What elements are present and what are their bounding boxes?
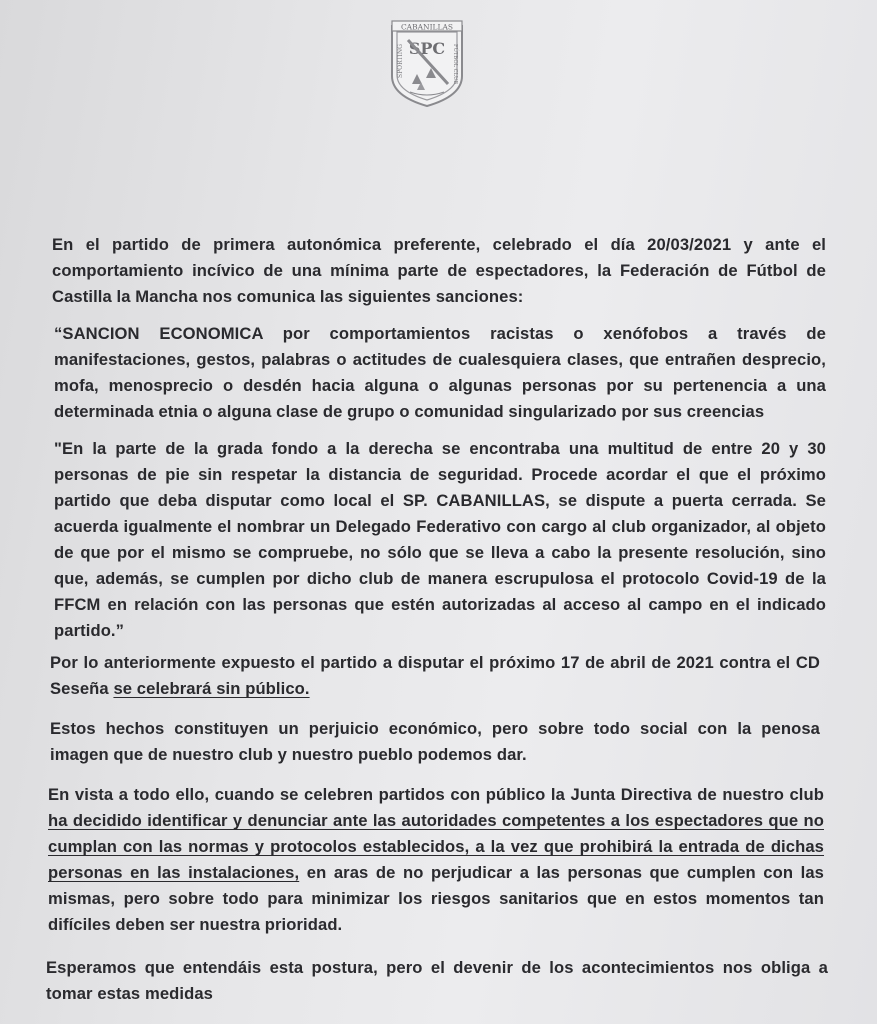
paragraph-economic-sanction: “SANCION ECONOMICA por comportamientos racistas o xenófobos a través de manifestaciones, gestos, palabras o actitudes de cualesquiera clases, que entrañen desprecio, mofa, menosprecio o desdén hacia alguna o algunas personas por su pertenencia a una determinada etnia o alguna clase de grupo o comunidad singularizado por sus creencias [54, 324, 826, 421]
svg-text:FÚTBOL CLUB: FÚTBOL CLUB [452, 44, 458, 85]
board-decision-rest: en aras de no perjudicar a las personas que cumplen con las mismas, pero sobre todo para minimizar los riesgos sanitarios que en estos momentos tan difíciles deben ser nuestra prioridad. [48, 863, 824, 934]
no-public-underlined: se celebrará sin público. [113, 679, 310, 698]
svg-text:CABANILLAS: CABANILLAS [400, 22, 454, 32]
svg-text:SPORTING: SPORTING [397, 44, 404, 78]
board-decision-underlined: ha decidido identificar y denunciar ante las autoridades competentes a los espectadores que no cumplan con las normas y protocolos establecidos, a la vez que prohibirá la entrada de dichas personas en las instalaciones, [48, 811, 824, 882]
paragraph-next-match [50, 650, 820, 702]
svg-text:SPC: SPC [408, 39, 446, 58]
next-match-text: Por lo anteriormente expuesto el partido a disputar el próximo 17 de abril de 2021 contra el CD Seseña [50, 653, 820, 698]
paragraph-closing: Esperamos que entendáis esta postura, pero el devenir de los acontecimientos nos obliga a tomar estas medidas [46, 958, 828, 1003]
paragraph-intro: En el partido de primera autonómica preferente, celebrado el día 20/03/2021 y ante el comportamiento incívico de una mínima parte de espectadores, la Federación de Fútbol de Castilla la Mancha nos comunica las siguientes sanciones: [52, 235, 826, 306]
paragraph-damage: Estos hechos constituyen un perjuicio económico, pero sobre todo social con la penosa imagen que de nuestro club y nuestro pueblo podemos dar. [50, 719, 820, 764]
paragraph-closed-doors-sanction: "En la parte de la grada fondo a la derecha se encontraba una multitud de entre 20 y 30 personas de pie sin respetar la distancia de seguridad. Procede acordar el que el próximo partido que deba disputar como local el SP. CABANILLAS, se dispute a puerta cerrada. Se acuerda igualmente el nombrar un Delegado Federativo con cargo al club organizador, al objeto de que por el mismo se compruebe, no sólo que se lleva a cabo la presente resolución, sino que, además, se cumplen por dicho club de manera escrupulosa el protocolo Covid-19 de la FFCM en relación con las personas que estén autorizadas al acceso al campo en el indicado partido.” [54, 439, 826, 640]
shield-crest-icon [386, 18, 468, 108]
paragraph-board-decision [48, 782, 824, 938]
club-crest-logo [386, 18, 468, 108]
board-decision-intro: En vista a todo ello, cuando se celebren partidos con público la Junta Directiva de nuestro club [48, 785, 824, 804]
